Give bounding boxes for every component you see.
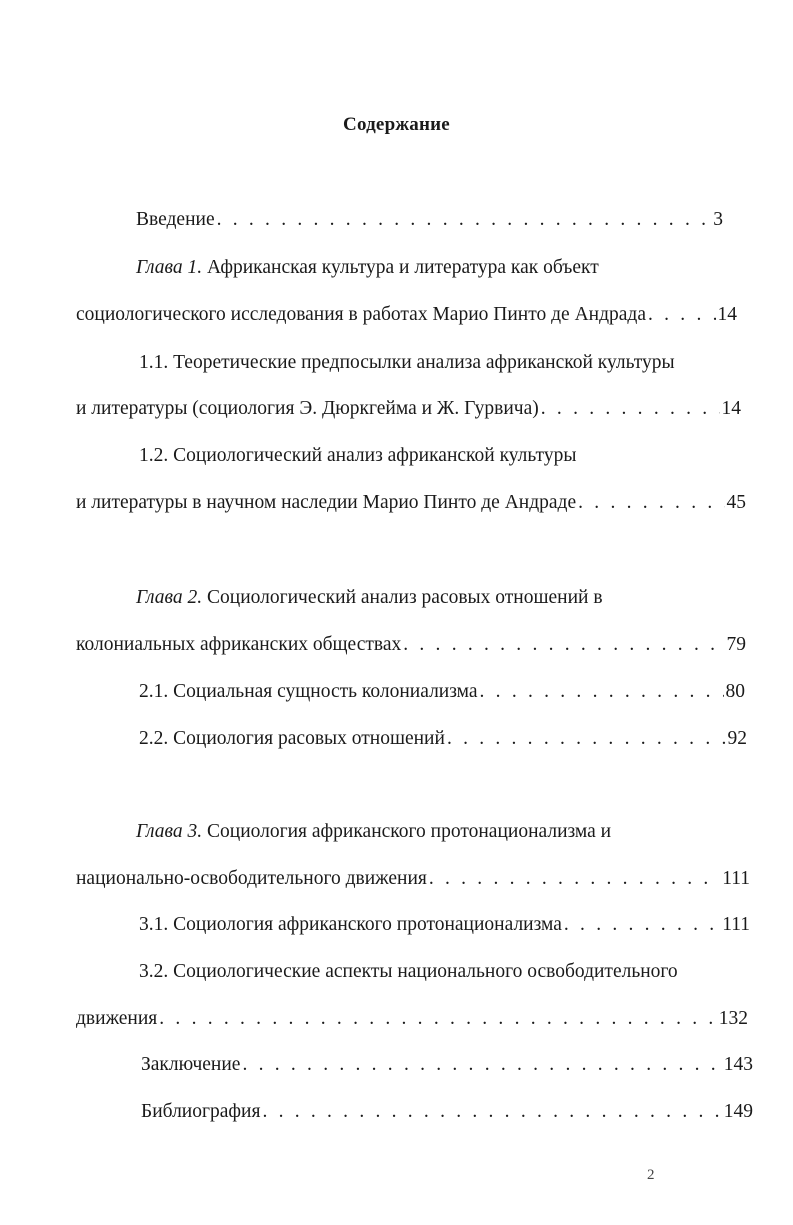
leader-dots <box>541 397 720 421</box>
toc-page-number: 45 <box>726 492 746 513</box>
section-title: 3.2. Социологические аспекты национального освободительного <box>139 961 678 982</box>
toc-chapter-3-continuation <box>76 867 750 891</box>
leader-dots <box>447 727 726 751</box>
toc-entry-text: социологического исследования в работах Марио Пинто де Андрада <box>76 304 646 325</box>
toc-section-3-2-heading <box>139 960 678 984</box>
section-title: 1.1. Теоретические предпосылки анализа африканской культуры <box>139 352 675 373</box>
toc-section-3-2-continuation <box>76 1007 748 1031</box>
toc-entry-text: Библиография <box>141 1101 261 1122</box>
toc-page-number: 143 <box>723 1054 753 1075</box>
leader-dots <box>217 208 712 232</box>
leader-dots <box>242 1053 721 1077</box>
toc-chapter-2-continuation <box>76 633 746 657</box>
toc-section-3-1 <box>139 913 750 937</box>
leader-dots <box>403 633 724 657</box>
toc-entry-text: Заключение <box>141 1054 241 1075</box>
toc-page-number: 111 <box>722 868 750 889</box>
leader-dots <box>429 867 720 891</box>
leader-dots <box>262 1100 721 1124</box>
chapter-label: Глава 1. <box>136 257 203 278</box>
toc-chapter-3-heading <box>136 820 611 844</box>
toc-page-number: 149 <box>723 1101 753 1122</box>
toc-chapter-1-continuation <box>76 303 737 327</box>
toc-section-1-1-heading <box>139 351 675 375</box>
leader-dots <box>480 680 724 704</box>
toc-page-number: 79 <box>726 634 746 655</box>
toc-page-number: 3 <box>713 209 723 230</box>
toc-page-number: 14 <box>721 398 741 419</box>
chapter-title: Социология африканского протонационализма и <box>207 821 612 842</box>
chapter-label: Глава 3. <box>136 821 203 842</box>
toc-entry-text: 2.1. Социальная сущность колониализма <box>139 681 478 702</box>
toc-entry-conclusion <box>141 1053 753 1077</box>
toc-entry-text: национально-освободительного движения <box>76 868 427 889</box>
toc-section-2-2 <box>139 727 747 751</box>
toc-page-number: 92 <box>727 728 747 749</box>
toc-title: Содержание <box>343 114 450 135</box>
leader-dots <box>159 1007 716 1031</box>
toc-section-1-1-continuation <box>76 397 741 421</box>
section-title: 1.2. Социологический анализ африканской культуры <box>139 445 577 466</box>
toc-page-number: 111 <box>722 914 750 935</box>
toc-entry-intro <box>136 208 723 232</box>
chapter-title: Социологический анализ расовых отношений в <box>207 587 603 608</box>
leader-dots <box>648 303 716 327</box>
toc-section-2-1 <box>139 680 745 704</box>
toc-entry-text: и литературы в научном наследии Марио Пинто де Андраде <box>76 492 577 513</box>
toc-page-number: 132 <box>718 1008 748 1029</box>
leader-dots <box>564 913 720 937</box>
toc-chapter-1-heading <box>136 256 599 280</box>
toc-entry-text: и литературы (социология Э. Дюркгейма и Ж. Гурвича) <box>76 398 539 419</box>
toc-entry-text: Введение <box>136 209 215 230</box>
toc-entry-text: колониальных африканских обществах <box>76 634 402 655</box>
chapter-title: Африканская культура и литература как объект <box>207 257 599 278</box>
toc-entry-text: 3.1. Социология африканского протонационализма <box>139 914 562 935</box>
toc-entry-bibliography <box>141 1100 753 1124</box>
toc-section-1-2-heading <box>139 444 576 468</box>
page-number: 2 <box>647 1167 655 1183</box>
toc-page-number: 80 <box>725 681 745 702</box>
leader-dots <box>578 491 724 515</box>
toc-entry-text: движения <box>76 1008 158 1029</box>
toc-section-1-2-continuation <box>76 491 746 515</box>
toc-page-number: 14 <box>717 304 737 325</box>
toc-entry-text: 2.2. Социология расовых отношений <box>139 728 445 749</box>
toc-chapter-2-heading <box>136 586 603 610</box>
chapter-label: Глава 2. <box>136 587 203 608</box>
